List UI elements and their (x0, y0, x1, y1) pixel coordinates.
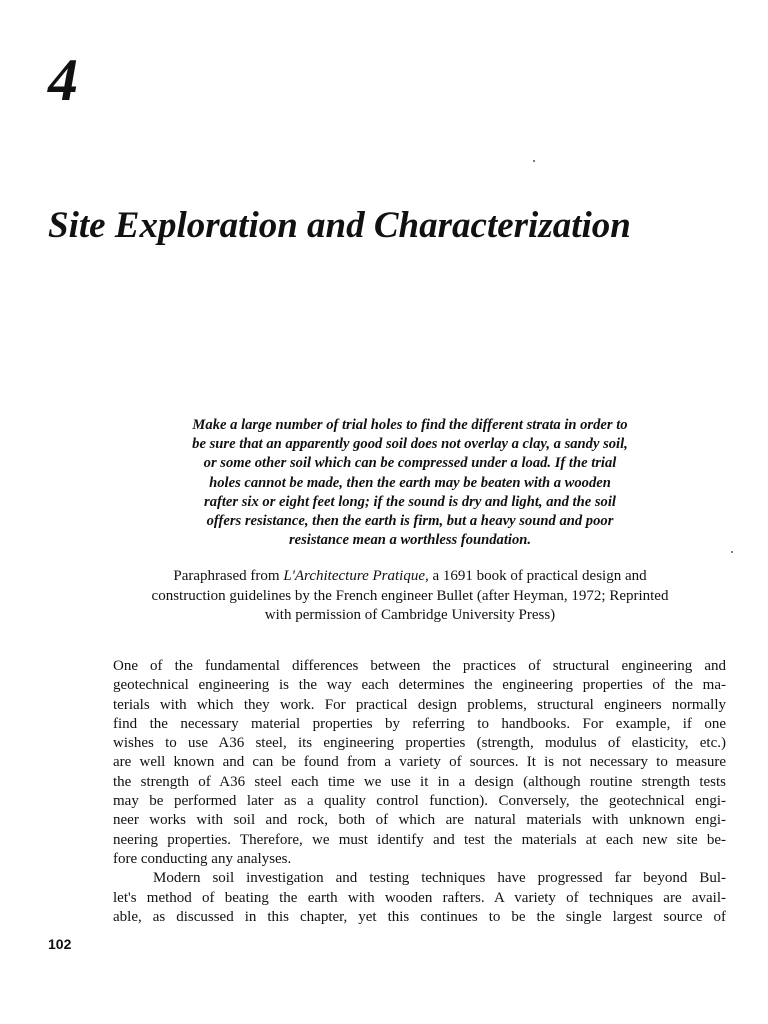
epigraph-line: or some other soil which can be compressed under a load. If the trial (203, 455, 617, 472)
epigraph-line: holes cannot be made, then the earth may be beaten with a wooden (209, 474, 611, 491)
epigraph-line: be sure that an apparently good soil does not overlay a clay, a sandy soil, (192, 436, 628, 453)
body-line: let's method of beating the earth with wooden rafters. A variety of techniques are avail- (113, 889, 726, 906)
epigraph-line: resistance mean a worthless foundation. (288, 532, 532, 549)
attribution-line (105, 567, 715, 587)
body-line: geotechnical engineering is the way each determines the engineering properties of the ma- (113, 677, 726, 694)
epigraph-line: offers resistance, then the earth is firm, but a heavy sound and poor (206, 513, 614, 530)
chapter-title: Site Exploration and Characterization (48, 205, 631, 246)
chapter-number: 4 (48, 47, 78, 113)
epigraph-line: Make a large number of trial holes to find the different strata in order to (192, 417, 628, 433)
body-line: neering properties. Therefore, we must identify and test the materials at each new site be- (113, 831, 726, 848)
body-line: may be performed later as a quality control function). Conversely, the geotechnical engi- (113, 793, 726, 810)
epigraph-attribution (105, 567, 715, 626)
page-number: 102 (48, 936, 72, 952)
body-line: wishes to use A36 steel, its engineering properties (strength, modulus of elasticity, etc.) (113, 735, 726, 752)
body-line: able, as discussed in this chapter, yet this continues to be the single largest source of (113, 908, 726, 925)
book-title: L'Architecture Pratique, (283, 568, 429, 584)
attribution-line: with permission of Cambridge University Press) (264, 607, 556, 623)
scan-speck (533, 160, 535, 162)
body-line: Modern soil investigation and testing techniques have progressed far beyond Bul- (153, 870, 726, 887)
scan-speck (731, 551, 733, 553)
attribution-suffix: a 1691 book of practical design and (428, 568, 647, 584)
body-line: One of the fundamental differences between the practices of structural engineering and (113, 658, 726, 674)
attribution-line: construction guidelines by the French engineer Bullet (after Heyman, 1972; Reprinted (151, 587, 669, 604)
body-line: find the necessary material properties by referring to handbooks. For example, if one (113, 715, 726, 732)
epigraph-line: rafter six or eight feet long; if the sound is dry and light, and the soil (204, 493, 616, 510)
epigraph (140, 416, 680, 550)
body-line: neer works with soil and rock, both of which are natural materials with unknown engi- (113, 812, 726, 829)
body-line: fore conducting any analyses. (113, 850, 292, 867)
body-line: terials with which they work. For practical design problems, structural engineers normally (113, 696, 726, 713)
body-line: the strength of A36 steel each time we use it in a design (although routine strength tests (113, 773, 726, 790)
body-text (113, 657, 726, 927)
body-line: are well known and can be found from a variety of sources. It is not necessary to measure (113, 754, 726, 771)
attribution-prefix: Paraphrased from (173, 568, 284, 584)
